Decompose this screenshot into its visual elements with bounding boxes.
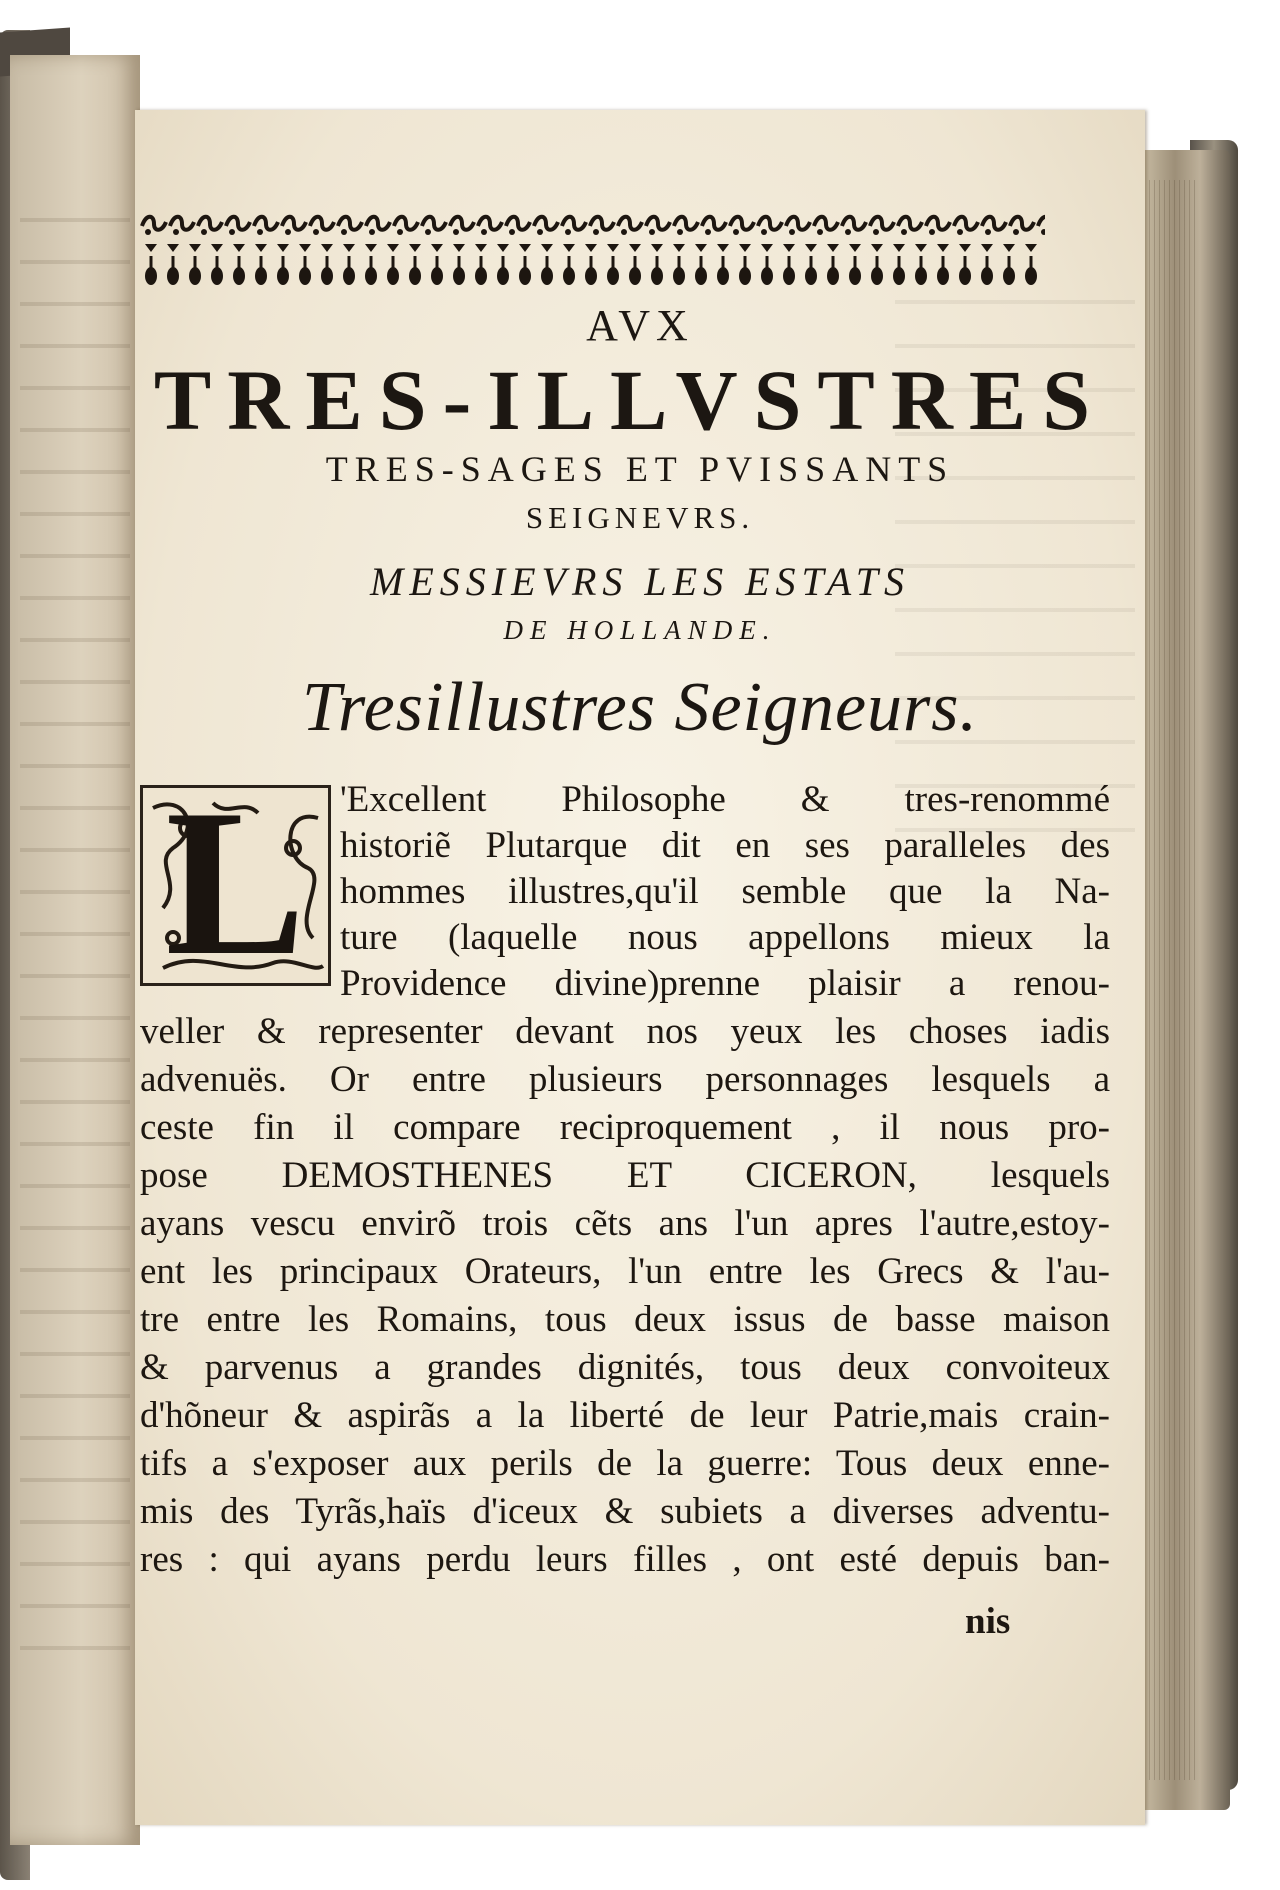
heading-subtitle: TRES-SAGES ET PVISSANTS xyxy=(325,449,955,489)
text-line: tre entre les Romains, tous deux issus de basse maison xyxy=(140,1299,1110,1340)
initial-letter: L xyxy=(165,767,306,999)
text-line: 'Excellent Philosophe & tres-renommé xyxy=(340,779,1110,820)
heading-hollande: DE HOLLANDE. xyxy=(503,615,777,645)
text-line: veller & representer devant nos yeux les choses iadis xyxy=(140,1011,1110,1052)
text-line: ceste fin il compare reciproquement , il nous pro- xyxy=(140,1107,1110,1148)
text-line: & parvenus a grandes dignités, tous deux convoiteux xyxy=(140,1347,1110,1388)
text-line: ayans vescu envirõ trois cẽts ans l'un apres l'autre,estoy- xyxy=(140,1203,1110,1244)
left-page-show-through xyxy=(20,180,130,1680)
text-line: d'hõneur & aspirãs a la liberté de leur Patrie,mais crain- xyxy=(140,1395,1110,1436)
text-line: res : qui ayans perdu leurs filles , ont esté depuis ban- xyxy=(140,1539,1110,1580)
heading-seigneurs: SEIGNEVRS. xyxy=(525,500,755,535)
text-line: advenuës. Or entre plusieurs personnages lesquels a xyxy=(140,1059,1110,1100)
text-line: historiẽ Plutarque dit en ses paralleles des xyxy=(340,825,1110,866)
text-line: hommes illustres,qu'il semble que la Na- xyxy=(340,871,1110,912)
text-line: mis des Tyrãs,haïs d'iceux & subiets a diverses adventu- xyxy=(140,1491,1110,1532)
heading-aux: AVX xyxy=(586,301,694,350)
text-line: Providence divine)prenne plaisir a renou- xyxy=(340,963,1110,1004)
ornament-band xyxy=(140,210,1045,290)
text-line: ture (laquelle nous appellons mieux la xyxy=(340,917,1110,958)
text-line: tifs a s'exposer aux perils de la guerre: Tous deux enne- xyxy=(140,1443,1110,1484)
catchword: nis xyxy=(965,1601,1011,1642)
salutation: Tresillustres Seigneurs. xyxy=(301,669,979,746)
text-line: ent les principaux Orateurs, l'un entre les Grecs & l'au- xyxy=(140,1251,1110,1292)
heading-title: TRES-ILLVSTRES xyxy=(153,352,1107,448)
text-line: pose DEMOSTHENES ET CICERON, lesquels xyxy=(140,1155,1110,1196)
right-page xyxy=(135,110,1145,1825)
heading-messieurs: MESSIEVRS LES ESTATS xyxy=(370,559,910,604)
decorated-initial xyxy=(140,767,331,999)
page-edge-lines xyxy=(1140,180,1195,1780)
